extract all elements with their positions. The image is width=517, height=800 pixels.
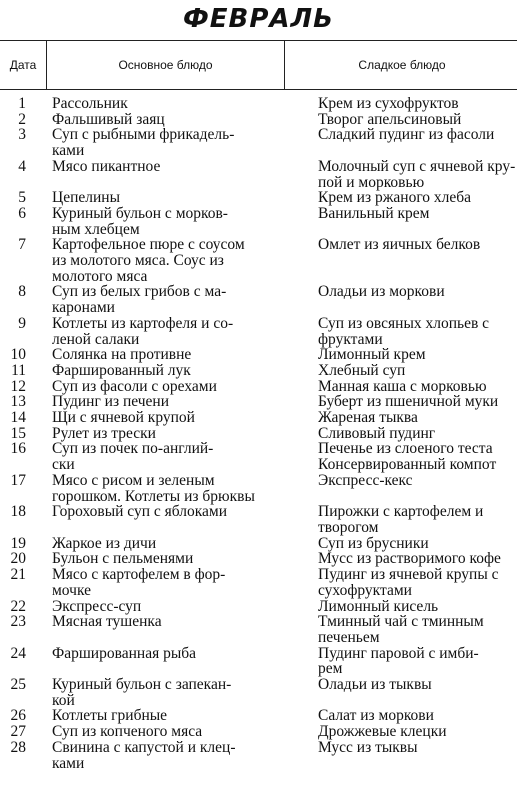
sweet-dish-cell	[318, 237, 517, 284]
main-dish-text: Щи с ячневой крупой	[52, 409, 195, 427]
table-row	[0, 536, 517, 552]
sweet-dish-text: Манная каша с морковью	[318, 377, 487, 395]
table-row	[0, 96, 517, 112]
sweet-dish-text: пой и морковью	[318, 173, 425, 191]
main-dish-text: Мясная тушенка	[52, 613, 162, 631]
sweet-dish-cell	[318, 614, 517, 645]
sweet-dish-text: Лимонный крем	[318, 346, 426, 364]
main-dish-cell	[52, 237, 286, 284]
sweet-dish-text: Жареная тыква	[318, 409, 418, 427]
table-row	[0, 284, 517, 315]
main-dish-cell	[52, 473, 286, 504]
sweet-dish-text: Мусс из тыквы	[318, 738, 418, 756]
table-row	[0, 473, 517, 504]
main-dish-cell	[52, 190, 286, 206]
sweet-dish-text: Тминный чай с тминным	[318, 613, 484, 631]
day-number: 23	[10, 613, 26, 631]
table-row	[0, 426, 517, 442]
main-dish-text: кой	[52, 691, 75, 709]
main-dish-cell	[52, 441, 286, 472]
sweet-dish-text: Пирожки с картофелем и	[318, 503, 484, 521]
sweet-dish-text: рем	[318, 660, 343, 678]
sweet-dish-cell	[318, 599, 517, 615]
main-dish-text: Фальшивый заяц	[52, 110, 165, 128]
day-number: 24	[10, 644, 26, 662]
sweet-dish-text: Консервированный компот	[318, 456, 497, 474]
main-dish-text: Жаркое из дичи	[52, 534, 157, 552]
day-number: 1	[18, 95, 26, 112]
day-number: 10	[10, 346, 26, 364]
day-number: 28	[10, 738, 26, 756]
sweet-dish-cell	[318, 96, 517, 112]
main-dish-cell	[52, 394, 286, 410]
main-dish-cell	[52, 284, 286, 315]
main-dish-text: Куриный бульон с запекан-	[52, 676, 232, 694]
table-row	[0, 363, 517, 379]
sweet-dish-cell	[318, 379, 517, 395]
menu-table-body	[0, 96, 517, 771]
day-number: 14	[10, 409, 26, 427]
day-number: 5	[18, 189, 26, 207]
sweet-dish-cell	[318, 708, 517, 724]
main-dish-text: каронами	[52, 299, 115, 317]
sweet-dish-text: Дрожжевые клецки	[318, 723, 447, 741]
sweet-dish-text: Суп из овсяных хлопьев с	[318, 314, 490, 332]
sweet-dish-text: Пудинг из ячневой крупы с	[318, 566, 499, 584]
sweet-dish-text: Мусс из растворимого кофе	[318, 550, 501, 568]
table-row	[0, 159, 517, 190]
sweet-dish-text: творогом	[318, 518, 379, 536]
column-divider	[46, 40, 47, 90]
main-dish-cell	[52, 677, 286, 708]
sweet-dish-cell	[318, 724, 517, 740]
sweet-dish-cell	[318, 426, 517, 442]
main-dish-cell	[52, 347, 286, 363]
main-dish-cell	[52, 599, 286, 615]
sweet-dish-cell	[318, 567, 517, 598]
sweet-dish-cell	[318, 127, 517, 158]
sweet-dish-text: Оладьи из моркови	[318, 283, 445, 301]
main-dish-text: Пудинг из печени	[52, 393, 170, 411]
day-number: 27	[10, 723, 26, 741]
sweet-dish-text: Молочный суп с ячневой кру-	[318, 157, 516, 175]
sweet-dish-cell	[318, 677, 517, 708]
main-dish-text: Фаршированная рыба	[52, 644, 197, 662]
day-number: 12	[10, 377, 26, 395]
sweet-dish-text: Салат из моркови	[318, 707, 434, 725]
table-row	[0, 190, 517, 206]
table-row	[0, 567, 517, 598]
sweet-dish-text: печеньем	[318, 628, 380, 646]
sweet-dish-cell	[318, 551, 517, 567]
table-row	[0, 379, 517, 395]
table-row	[0, 614, 517, 645]
sweet-dish-cell	[318, 112, 517, 128]
column-header-sweet-dish: Сладкое блюдо	[358, 58, 446, 72]
day-number: 21	[10, 566, 26, 584]
day-number: 7	[18, 236, 26, 254]
day-number: 15	[10, 424, 26, 442]
sweet-dish-cell	[318, 740, 517, 771]
day-number: 6	[18, 204, 26, 222]
main-dish-cell	[52, 646, 286, 677]
column-header-main-dish: Основное блюдо	[118, 58, 213, 72]
sweet-dish-cell	[318, 394, 517, 410]
sweet-dish-text: Печенье из слоеного теста	[318, 440, 493, 458]
main-dish-text: Мясо с рисом и зеленым	[52, 471, 215, 489]
main-dish-text: Свинина с капустой и клец-	[52, 738, 236, 756]
main-dish-text: Суп из копченого мяса	[52, 723, 203, 741]
day-number: 17	[10, 471, 26, 489]
main-dish-text: мочке	[52, 581, 91, 599]
main-dish-text: Рассольник	[52, 95, 128, 112]
main-dish-text: Картофельное пюре с соусом	[52, 236, 245, 254]
main-dish-text: Цепелины	[52, 189, 120, 207]
day-number: 4	[18, 157, 26, 175]
main-dish-cell	[52, 740, 286, 771]
sweet-dish-text: Омлет из яичных белков	[318, 236, 481, 254]
main-dish-text: Суп из белых грибов с ма-	[52, 283, 227, 301]
table-row	[0, 551, 517, 567]
sweet-dish-text: Пудинг паровой с имби-	[318, 644, 479, 662]
sweet-dish-cell	[318, 441, 517, 472]
main-dish-text: горошком. Котлеты из брюквы	[52, 487, 255, 505]
table-row	[0, 347, 517, 363]
main-dish-cell	[52, 724, 286, 740]
table-row	[0, 237, 517, 284]
main-dish-cell	[52, 567, 286, 598]
sweet-dish-cell	[318, 363, 517, 379]
table-row	[0, 206, 517, 237]
main-dish-cell	[52, 112, 286, 128]
column-divider	[284, 40, 285, 90]
day-number: 9	[18, 314, 26, 332]
table-row	[0, 316, 517, 347]
main-dish-cell	[52, 426, 286, 442]
main-dish-text: ски	[52, 456, 75, 474]
sweet-dish-text: Сладкий пудинг из фасоли	[318, 126, 495, 144]
sweet-dish-cell	[318, 206, 517, 237]
sweet-dish-cell	[318, 473, 517, 504]
table-row	[0, 504, 517, 535]
table-row	[0, 724, 517, 740]
table-row	[0, 677, 517, 708]
main-dish-cell	[52, 159, 286, 190]
main-dish-cell	[52, 316, 286, 347]
column-header-date: Дата	[9, 58, 37, 72]
main-dish-text: Гороховый суп с яблоками	[52, 503, 228, 521]
table-header	[0, 40, 517, 90]
table-row	[0, 740, 517, 771]
sweet-dish-cell	[318, 536, 517, 552]
main-dish-cell	[52, 708, 286, 724]
sweet-dish-text: Лимонный кисель	[318, 597, 439, 615]
table-row	[0, 708, 517, 724]
main-dish-text: из молотого мяса. Соус из	[52, 252, 224, 270]
sweet-dish-text: фруктами	[318, 330, 383, 348]
day-number: 20	[10, 550, 26, 568]
sweet-dish-cell	[318, 347, 517, 363]
main-dish-text: Рулет из трески	[52, 424, 156, 442]
main-dish-text: Фаршированный лук	[52, 361, 191, 379]
sweet-dish-text: Суп из брусники	[318, 534, 429, 552]
main-dish-cell	[52, 614, 286, 645]
sweet-dish-cell	[318, 159, 517, 190]
sweet-dish-text: Крем из сухофруктов	[318, 95, 459, 112]
main-dish-cell	[52, 127, 286, 158]
table-row	[0, 127, 517, 158]
day-number: 11	[11, 361, 26, 379]
main-dish-text: Мясо пикантное	[52, 157, 161, 175]
table-row	[0, 599, 517, 615]
sweet-dish-cell	[318, 646, 517, 677]
main-dish-cell	[52, 379, 286, 395]
sweet-dish-text: сухофруктами	[318, 581, 412, 599]
day-number: 2	[18, 110, 26, 128]
day-number: 8	[18, 283, 26, 301]
main-dish-text: Бульон с пельменями	[52, 550, 194, 568]
main-dish-text: леной салаки	[52, 330, 140, 348]
main-dish-cell	[52, 551, 286, 567]
main-dish-text: Солянка на противне	[52, 346, 192, 364]
day-number: 22	[10, 597, 26, 615]
main-dish-text: Суп с рыбными фрикадель-	[52, 126, 235, 144]
sweet-dish-text: Оладьи из тыквы	[318, 676, 432, 694]
main-dish-text: Котлеты грибные	[52, 707, 168, 725]
main-dish-text: Мясо с картофелем в фор-	[52, 566, 226, 584]
sweet-dish-text: Крем из ржаного хлеба	[318, 189, 472, 207]
sweet-dish-text: Экспресс-кекс	[318, 471, 413, 489]
table-row	[0, 112, 517, 128]
main-dish-cell	[52, 410, 286, 426]
day-number: 13	[10, 393, 26, 411]
main-dish-text: Куриный бульон с морков-	[52, 204, 228, 222]
main-dish-text: ным хлебцем	[52, 220, 140, 238]
sweet-dish-text: Буберт из пшеничной муки	[318, 393, 499, 411]
main-dish-text: Экспресс-суп	[52, 597, 142, 615]
day-number: 19	[10, 534, 26, 552]
main-dish-text: ками	[52, 754, 85, 772]
day-number: 16	[10, 440, 26, 458]
main-dish-cell	[52, 363, 286, 379]
main-dish-cell	[52, 536, 286, 552]
sweet-dish-text: Ванильный крем	[318, 204, 430, 222]
sweet-dish-cell	[318, 284, 517, 315]
table-row	[0, 394, 517, 410]
sweet-dish-cell	[318, 316, 517, 347]
page-title: ФЕВРАЛЬ	[183, 4, 334, 34]
main-dish-text: ками	[52, 142, 85, 160]
main-dish-text: Суп из почек по-англий-	[52, 440, 214, 458]
main-dish-text: Суп из фасоли с орехами	[52, 377, 217, 395]
main-dish-cell	[52, 504, 286, 535]
day-number: 26	[10, 707, 26, 725]
main-dish-text: молотого мяса	[52, 267, 148, 285]
sweet-dish-cell	[318, 410, 517, 426]
sweet-dish-text: Сливовый пудинг	[318, 424, 436, 442]
sweet-dish-cell	[318, 504, 517, 535]
table-row	[0, 646, 517, 677]
day-number: 3	[18, 126, 26, 144]
day-number: 18	[10, 503, 26, 521]
main-dish-cell	[52, 96, 286, 112]
sweet-dish-text: Хлебный суп	[318, 361, 406, 379]
main-dish-cell	[52, 206, 286, 237]
sweet-dish-text: Творог апельсиновый	[318, 110, 462, 128]
sweet-dish-cell	[318, 190, 517, 206]
table-row	[0, 410, 517, 426]
day-number: 25	[10, 676, 26, 694]
main-dish-text: Котлеты из картофеля и со-	[52, 314, 234, 332]
table-row	[0, 441, 517, 472]
